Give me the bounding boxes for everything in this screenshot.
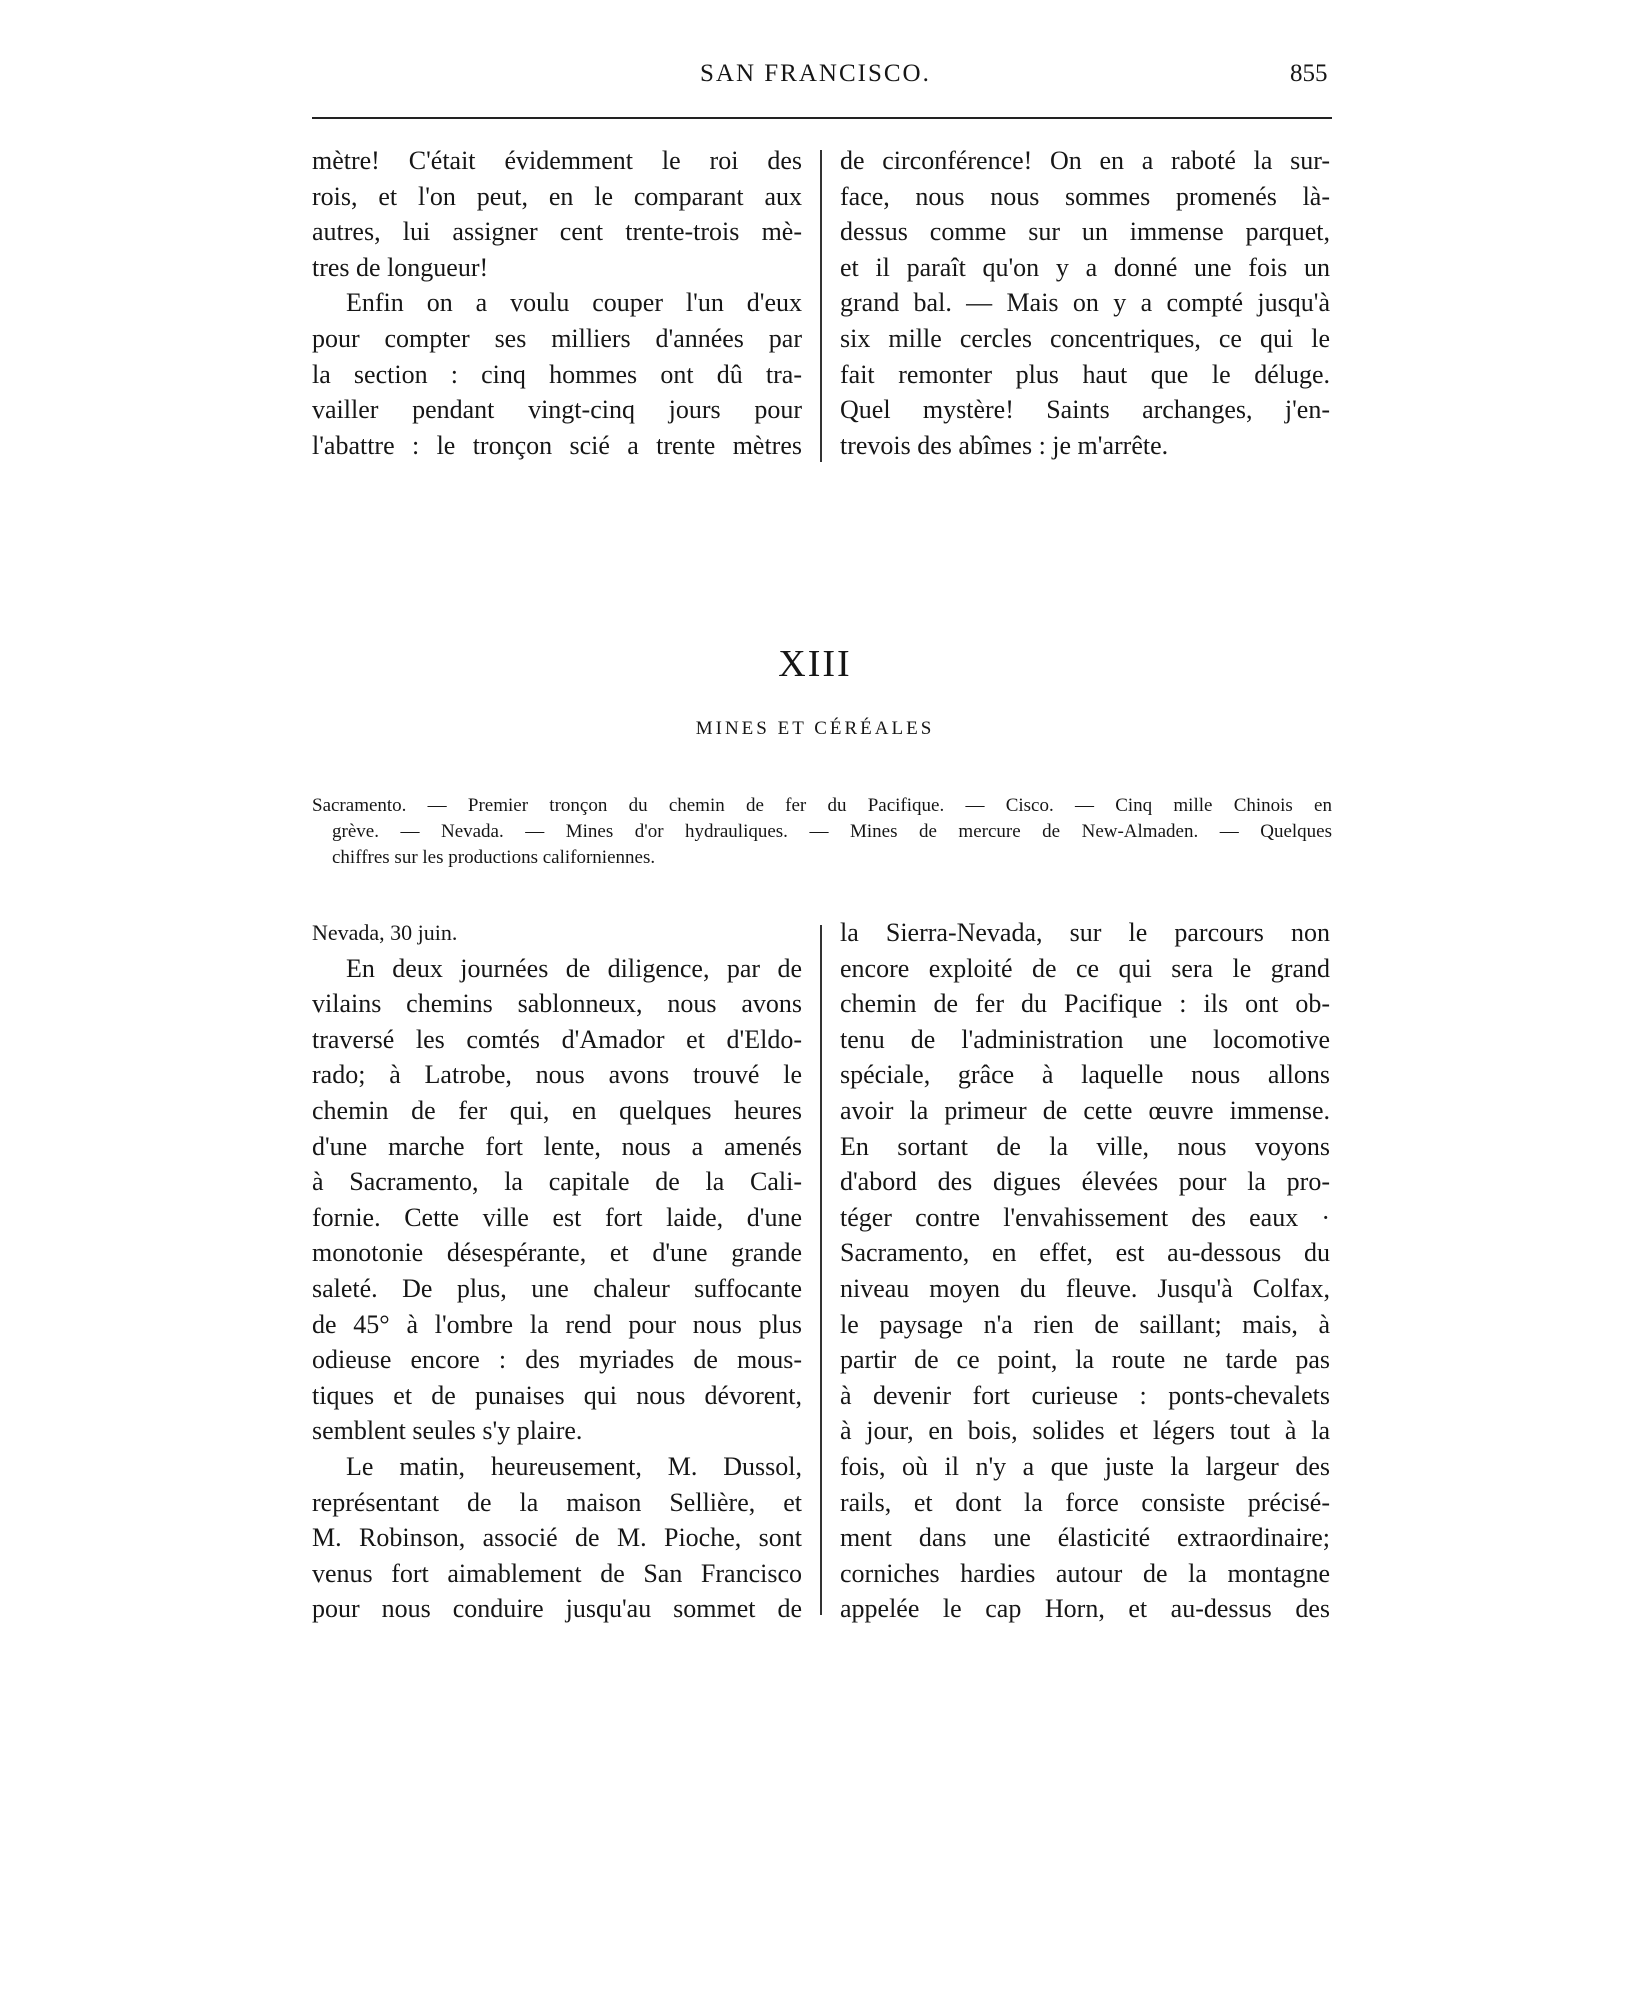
dateline: Nevada, 30 juin. [312,920,458,945]
text-line: En sortant de la ville, nous voyons [840,1131,1330,1161]
text-line: grand bal. — Mais on y a compté jusqu'à [840,288,1330,318]
text-line: pour nous conduire jusqu'au sommet de [312,1594,802,1624]
text-line: rois, et l'on peut, en le comparant aux [312,181,802,211]
text-line: spéciale, grâce à laquelle nous allons [840,1060,1330,1090]
text-line: semblent seules s'y plaire. [312,1416,583,1446]
body-left-column [312,915,802,1627]
summary-line: chiffres sur les productions californiennes. [332,847,656,868]
text-line: face, nous nous sommes promenés là- [840,181,1330,211]
text-line: la Sierra-Nevada, sur le parcours non [840,918,1330,947]
text-line: fois, où il n'y a que juste la largeur des [840,1451,1330,1481]
summary-line: grève. — Nevada. — Mines d'or hydrauliques. — Mines de mercure de New-Almaden. — Quelques [332,821,1332,842]
page-number: 855 [1290,60,1328,87]
top-left-column [312,143,802,463]
running-title: SAN FRANCISCO. [700,60,931,87]
text-line: d'abord des digues élevées pour la pro- [840,1167,1330,1197]
text-line: dessus comme sur un immense parquet, [840,217,1330,247]
text-line: rado; à Latrobe, nous avons trouvé le [312,1060,802,1090]
text-line: trevois des abîmes : je m'arrête. [840,430,1169,460]
text-line: monotonie désespérante, et d'une grande [312,1238,802,1268]
text-line: le paysage n'a rien de saillant; mais, à [840,1309,1330,1339]
text-line: tres de longueur! [312,252,489,282]
header-rule [312,117,1332,119]
text-line: ment dans une élasticité extraordinaire; [840,1523,1330,1553]
text-line: pour compter ses milliers d'années par [312,323,802,353]
text-line: six mille cercles concentriques, ce qui le [840,323,1330,353]
text-line: niveau moyen du fleuve. Jusqu'à Colfax, [840,1273,1330,1303]
body-right-column [840,915,1330,1627]
chapter-number: XIII [778,643,852,685]
text-line: à Sacramento, la capitale de la Cali- [312,1167,802,1197]
text-line: autres, lui assigner cent trente-trois mè- [312,217,802,247]
text-line: vailler pendant vingt-cinq jours pour [312,395,802,425]
text-line: vilains chemins sablonneux, nous avons [312,989,802,1019]
text-line: appelée le cap Horn, et au-dessus des [840,1594,1330,1624]
text-line: tiques et de punaises qui nous dévorent, [312,1380,802,1410]
column-divider [820,925,822,1615]
text-line: mètre! C'était évidemment le roi des [312,146,802,175]
text-line: chemin de fer qui, en quelques heures [312,1095,802,1125]
text-line: Le matin, heureusement, M. Dussol, [346,1451,802,1481]
text-line: traversé les comtés d'Amador et d'Eldo- [312,1024,802,1054]
text-line: Enfin on a voulu couper l'un d'eux [346,288,802,318]
text-line: saleté. De plus, une chaleur suffocante [312,1273,802,1303]
text-line: odieuse encore : des myriades de mous- [312,1345,802,1375]
text-line: encore exploité de ce qui sera le grand [840,953,1330,983]
text-line: avoir la primeur de cette œuvre immense. [840,1095,1330,1125]
text-line: M. Robinson, associé de M. Pioche, sont [312,1523,802,1553]
chapter-title: MINES ET CÉRÉALES [695,718,935,739]
text-line: de 45° à l'ombre la rend pour nous plus [312,1309,802,1339]
text-line: de circonférence! On en a raboté la sur- [840,146,1330,175]
text-line: corniches hardies autour de la montagne [840,1558,1330,1588]
text-line: partir de ce point, la route ne tarde pas [840,1345,1330,1375]
summary-line: Sacramento. — Premier tronçon du chemin de fer du Pacifique. — Cisco. — Cinq mille Chinois en [312,795,1332,816]
text-line: à devenir fort curieuse : ponts-chevalets [840,1380,1330,1410]
text-line: Quel mystère! Saints archanges, j'en- [840,395,1330,425]
column-divider [820,150,822,462]
text-line: fait remonter plus haut que le déluge. [840,359,1330,389]
text-line: tenu de l'administration une locomotive [840,1024,1330,1054]
text-line: d'une marche fort lente, nous a amenés [312,1131,802,1161]
text-line: chemin de fer du Pacifique : ils ont ob- [840,989,1330,1019]
text-line: rails, et dont la force consiste précisé- [840,1487,1330,1517]
chapter-summary [312,793,1332,871]
text-line: téger contre l'envahissement des eaux · [840,1202,1330,1232]
text-line: fornie. Cette ville est fort laide, d'une [312,1202,802,1232]
text-line: et il paraît qu'on y a donné une fois un [840,252,1330,282]
text-line: l'abattre : le tronçon scié a trente mètres [312,430,802,460]
text-line: En deux journées de diligence, par de [346,953,802,983]
text-line: Sacramento, en effet, est au-dessous du [840,1238,1330,1268]
top-right-column [840,143,1330,463]
text-line: venus fort aimablement de San Francisco [312,1558,802,1588]
text-line: la section : cinq hommes ont dû tra- [312,359,802,389]
text-line: représentant de la maison Sellière, et [312,1487,802,1517]
text-line: à jour, en bois, solides et légers tout à la [840,1416,1330,1446]
